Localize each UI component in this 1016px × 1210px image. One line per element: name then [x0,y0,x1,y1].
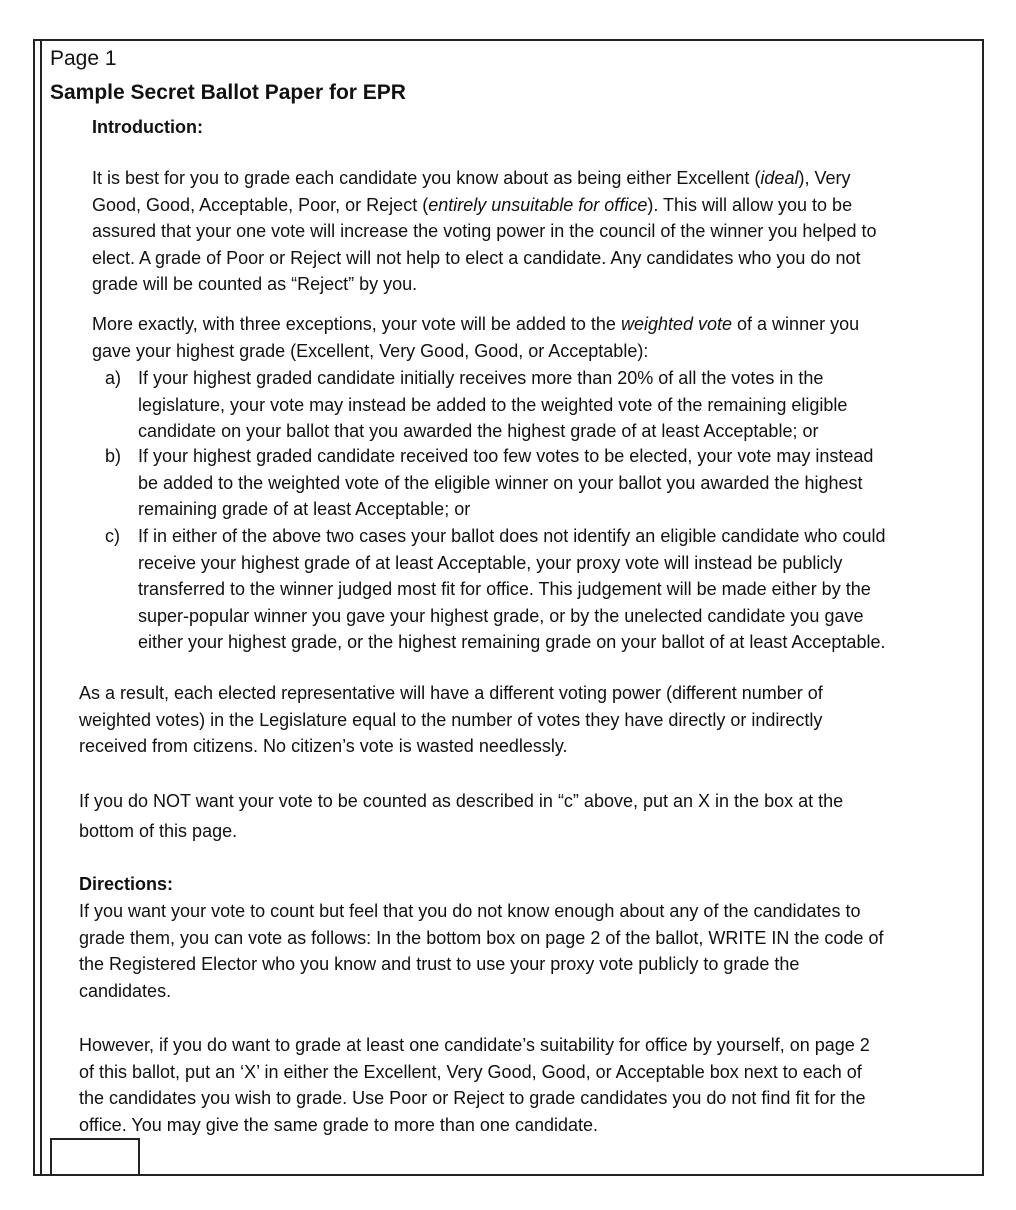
paragraph-line: grade will be counted as “Reject” by you. [92,274,418,294]
introduction-heading: Introduction: [92,117,203,137]
paragraph-line: gave your highest grade (Excellent, Very Good, Good, or Acceptable): [92,340,649,361]
list-line: super-popular winner you gave your highest grade, or by the unelected candidate you gave [138,605,864,626]
list-line: either your highest grade, or the highest remaining grade on your ballot of at least Acceptable. [138,632,886,652]
paragraph-line: If you want your vote to count but feel that you do not know enough about any of the candidates to [79,901,861,921]
opt-out-checkbox[interactable] [50,1138,140,1176]
paragraph-line: weighted votes) in the Legislature equal to the number of votes they have directly or indirectly [79,709,823,730]
paragraph-line: received from citizens. No citizen’s vote is wasted needlessly. [79,736,568,756]
list-line: be added to the weighted vote of the eligible winner on your ballot you awarded the highest [138,472,863,493]
paragraph-line: the Registered Elector who you know and trust to use your proxy vote publicly to grade the [79,954,800,974]
paragraph-line: If you do NOT want your vote to be counted as described in “c” above, put an X in the box at the [79,791,844,811]
paragraph-line: More exactly, with three exceptions, your vote will be added to the weighted vote of a winner you [92,314,860,334]
intro-paragraph-result [79,680,823,760]
list-line: If your highest graded candidate received too few votes to be elected, your vote may instead [138,446,874,466]
list-line: transferred to the winner judged most fit for office. This judgement will be made either by the [138,579,871,599]
list-line: If your highest graded candidate initially receives more than 20% of all the votes in the [138,368,824,388]
directions-heading: Directions: [79,874,174,894]
paragraph-line: of this ballot, put an ‘X’ in either the Excellent, Very Good, Good, or Acceptable box next to each of [79,1061,862,1082]
list-marker: c) [105,526,120,546]
intro-paragraph-opt-out [79,787,843,846]
directions-paragraph-proxy [79,898,883,1004]
paragraph-line: It is best for you to grade each candidate you know about as being either Excellent (ideal), Very [92,168,851,188]
paragraph-line: bottom of this page. [79,820,238,841]
list-marker: a) [105,368,122,388]
list-line: legislature, your vote may instead be added to the weighted vote of the remaining eligible [138,394,848,415]
paragraph-line: Good, Good, Acceptable, Poor, or Reject (entirely unsuitable for office). This will allow you to be [92,194,853,215]
paragraph-line: elect. A grade of Poor or Reject will not help to elect a candidate. Any candidates who you do not [92,247,861,268]
intro-paragraph-weighted-vote [92,311,859,364]
list-marker: b) [105,446,122,466]
page-label: Page 1 [50,47,117,70]
list-line: remaining grade of at least Acceptable; or [138,499,471,519]
paragraph-line: office. You may give the same grade to more than one candidate. [79,1114,599,1135]
paragraph-line: However, if you do want to grade at least one candidate’s suitability for office by yourself, on page 2 [79,1035,870,1055]
paragraph-line: grade them, you can vote as follows: In the bottom box on page 2 of the ballot, WRITE IN the code of [79,927,884,948]
directions-paragraph-self-grade [79,1032,870,1138]
page-title: Sample Secret Ballot Paper for EPR [50,81,406,104]
paragraph-line: assured that your one vote will increase the voting power in the council of the winner you helped to [92,221,877,241]
paragraph-line: candidates. [79,980,172,1001]
list-line: If in either of the above two cases your ballot does not identify an eligible candidate who could [138,526,886,546]
intro-paragraph-grading [92,165,876,298]
list-line: receive your highest grade of at least Acceptable, your proxy vote will instead be publicly [138,552,843,573]
frame-double-rule [40,41,42,1174]
list-line: candidate on your ballot that you awarded the highest grade of at least Acceptable; or [138,421,819,441]
paragraph-line: As a result, each elected representative will have a different voting power (different number of [79,683,823,703]
paragraph-line: the candidates you wish to grade. Use Poor or Reject to grade candidates you do not find fit for the [79,1088,866,1108]
